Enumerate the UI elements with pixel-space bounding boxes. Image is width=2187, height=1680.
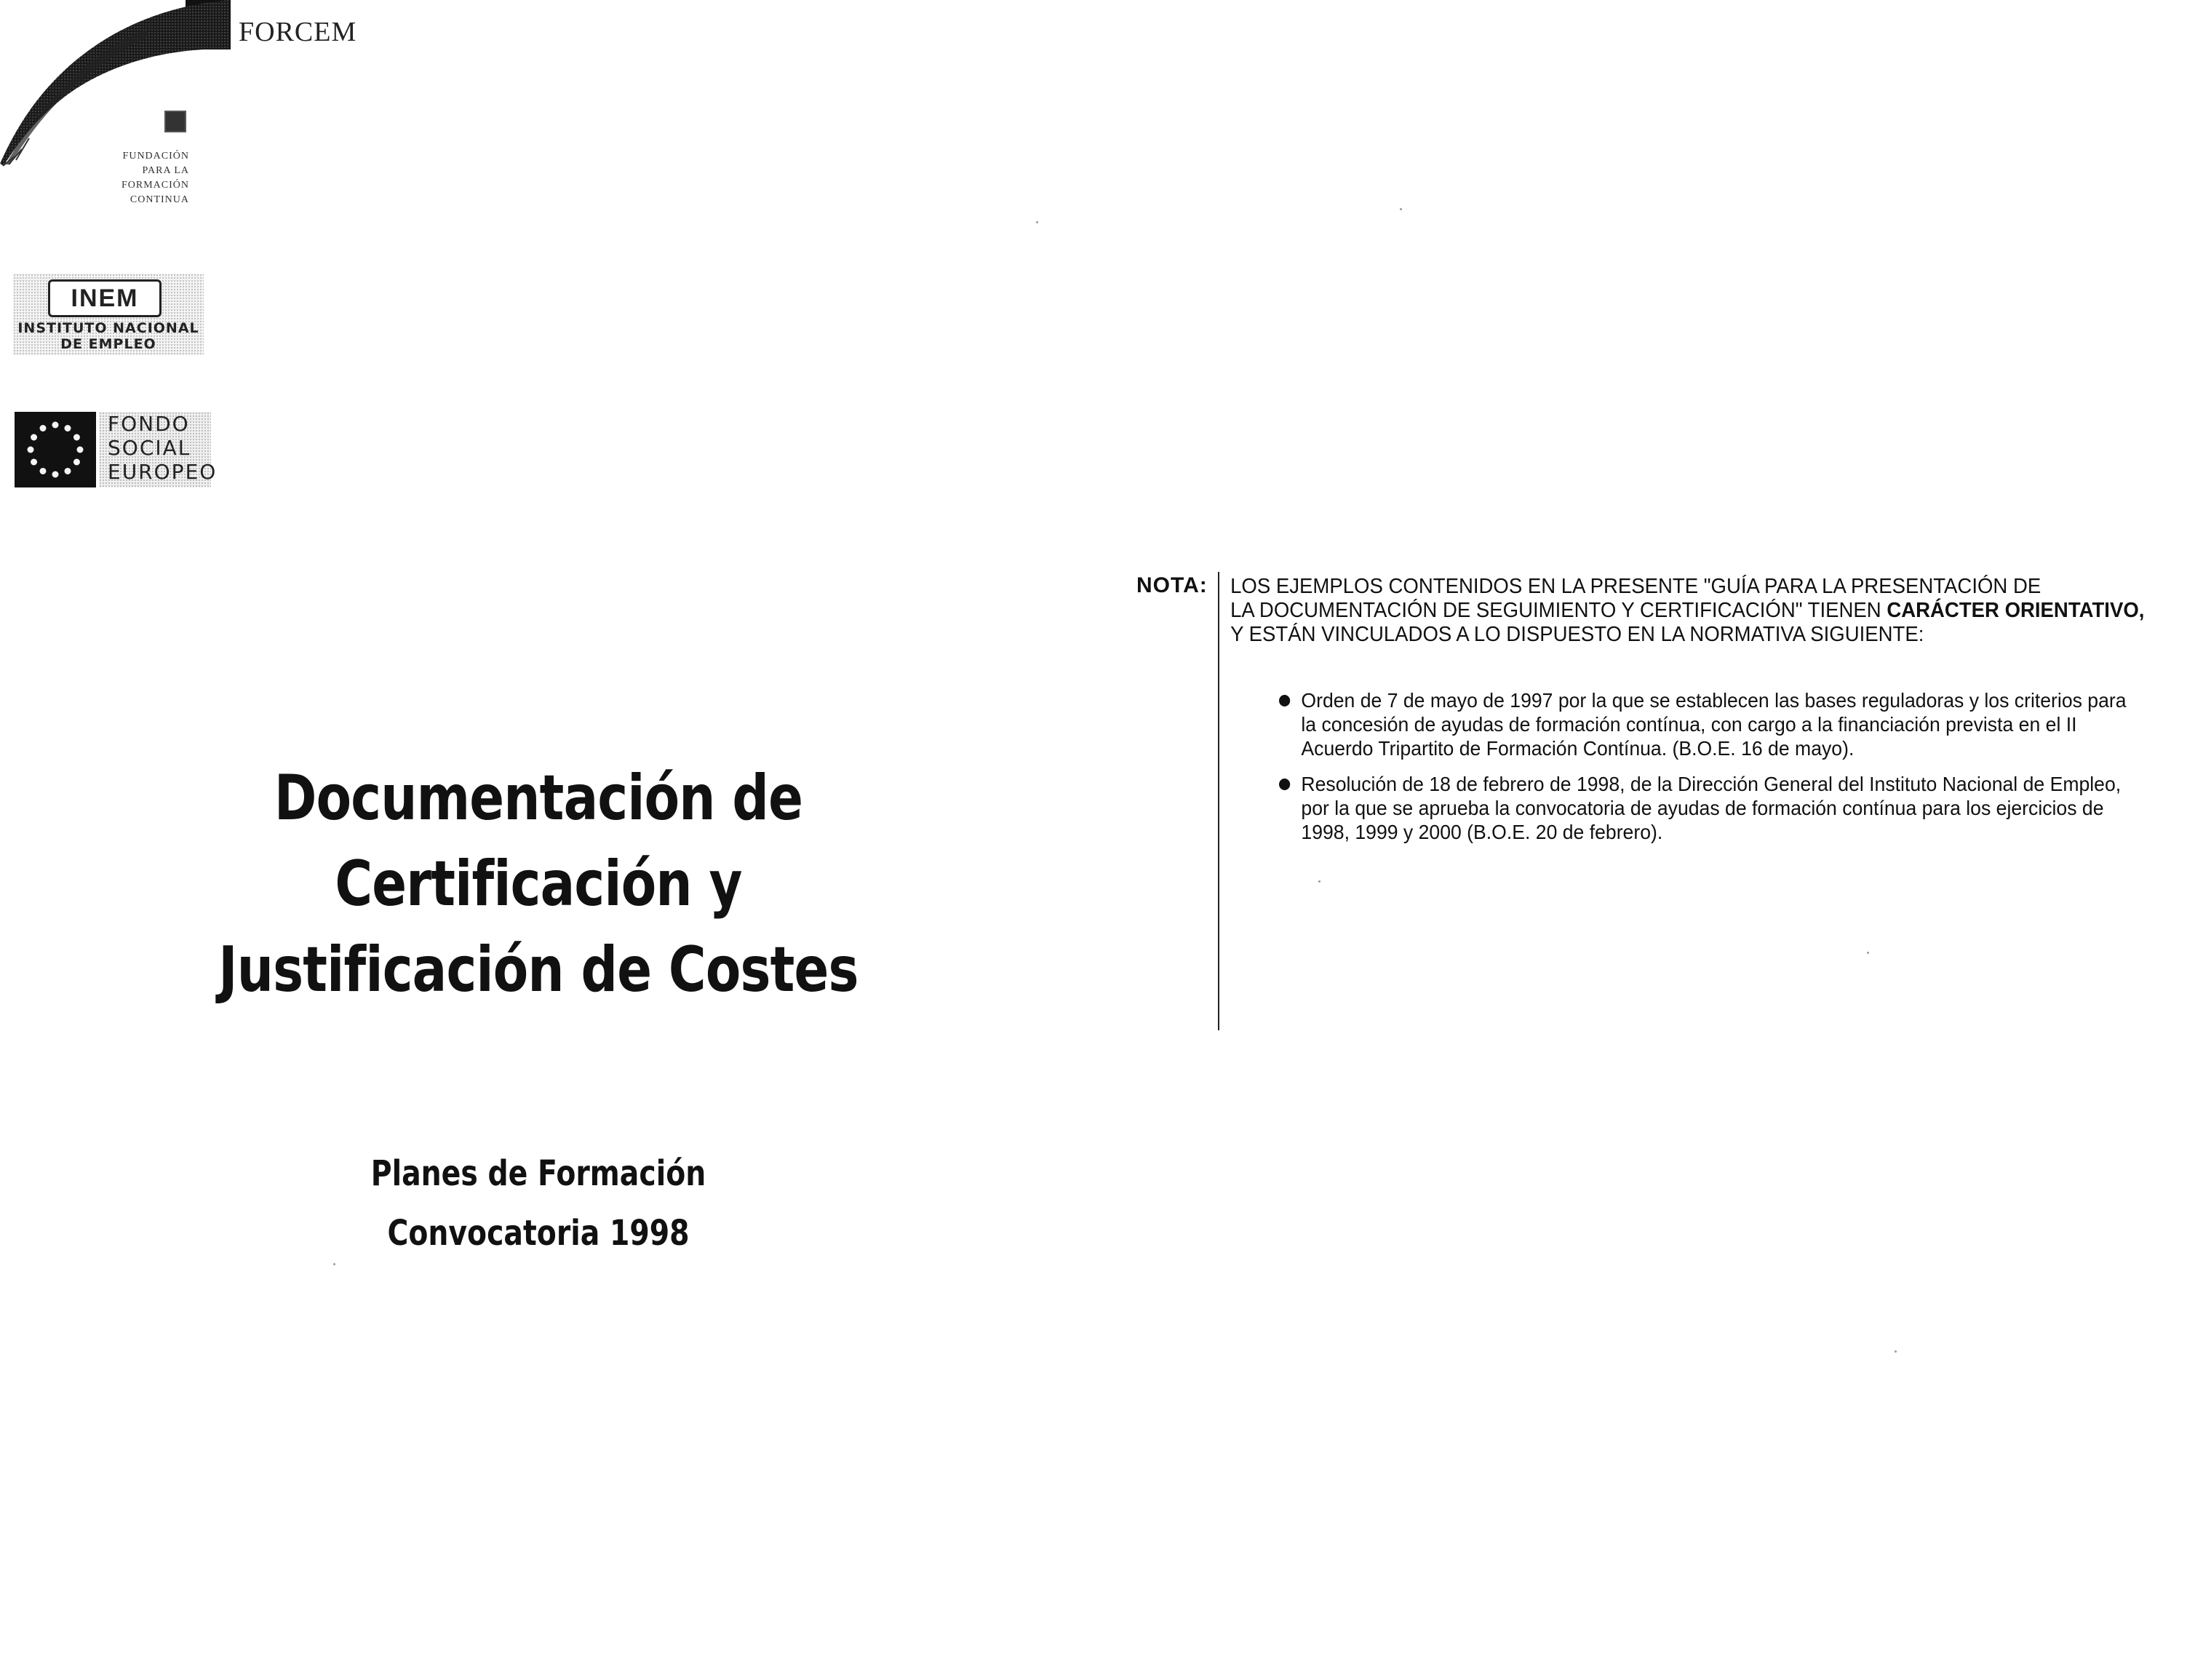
forcem-foundation-line: FUNDACIÓN [122, 151, 189, 162]
scan-speck [1895, 1350, 1897, 1353]
eu-star-icon [31, 434, 37, 441]
nota-line-3: Y ESTÁN VINCULADOS A LO DISPUESTO EN LA NORMATIVA SIGUIENTE: [1230, 623, 1924, 646]
fse-line: FONDO [108, 412, 190, 436]
document-subtitle [97, 1144, 980, 1263]
forcem-logo-swoosh [0, 0, 233, 167]
eu-flag-icon [15, 412, 96, 487]
inem-name-line2: DE EMPLEO [60, 336, 156, 352]
scan-speck [1867, 952, 1869, 954]
list-item [1279, 772, 2130, 844]
fse-text [99, 412, 218, 487]
scan-speck [1036, 221, 1038, 223]
eu-star-icon [40, 468, 47, 474]
nota-line-2 [1230, 599, 2146, 623]
document-title [97, 755, 980, 1013]
nota-text [1218, 575, 2146, 647]
forcem-foundation-line: PARA LA [142, 165, 189, 176]
nota-line-2-bold: CARÁCTER ORIENTATIVO, [1887, 599, 2145, 622]
subtitle-line-1: Planes de Formación [370, 1153, 706, 1194]
scan-speck [333, 1263, 335, 1265]
title-line-2: Justificación de Costes [218, 933, 859, 1006]
list-item [1279, 688, 2130, 760]
scan-speck [1318, 880, 1320, 883]
forcem-foundation-line: FORMACIÓN [121, 180, 189, 191]
bullet-icon [1279, 779, 1290, 790]
nota-line-1: LOS EJEMPLOS CONTENIDOS EN LA PRESENTE "GUÍA PARA LA PRESENTACIÓN DE [1230, 575, 2041, 598]
normativa-list [1279, 688, 2130, 856]
eu-star-icon [77, 447, 84, 453]
nota-line-2-normal: LA DOCUMENTACIÓN DE SEGUIMIENTO Y CERTIFICACIÓN" TIENEN [1230, 599, 1887, 622]
forcem-foundation-text [109, 149, 189, 207]
title-line-1: Documentación de Certificación y [274, 762, 803, 920]
eu-star-icon [52, 422, 59, 429]
fse-logo [15, 412, 218, 487]
eu-star-icon [73, 434, 80, 441]
eu-star-icon [65, 468, 71, 474]
nota-label: NOTA: [1136, 573, 1208, 597]
eu-star-icon [40, 425, 47, 431]
inem-logo [13, 274, 204, 355]
forcem-name: FORCEM [239, 17, 357, 47]
inem-name-line1: INSTITUTO NACIONAL [17, 320, 199, 336]
normativa-item-text: Orden de 7 de mayo de 1997 por la que se establecen las bases reguladoras y los criterios para la concesión de ayudas de formación contínua, con cargo a la financiación prevista en el II Acuerdo Tripartito de Formación Contínua. (B.O.E. 16 de mayo). [1301, 689, 2127, 760]
eu-star-icon [65, 425, 71, 431]
fse-line: EUROPEO [108, 460, 218, 484]
bullet-icon [1279, 695, 1290, 706]
eu-star-icon [28, 447, 34, 453]
eu-star-icon [52, 471, 59, 478]
eu-star-icon [31, 459, 37, 466]
inem-acronym: INEM [48, 279, 162, 317]
forcem-emblem-icon [166, 112, 185, 131]
forcem-foundation-line: CONTINUA [130, 194, 189, 205]
normativa-item-text: Resolución de 18 de febrero de 1998, de la Dirección General del Instituto Nacional de Empleo, por la que se aprueba la convocatoria de ayudas de formación contínua para los ejercicios de 1998, 1999 y 2000 (B.O.E. 20 de febrero). [1301, 773, 2122, 843]
fse-line: SOCIAL [108, 436, 191, 460]
eu-star-icon [73, 459, 80, 466]
subtitle-line-2: Convocatoria 1998 [387, 1213, 690, 1254]
scan-speck [1400, 208, 1402, 210]
